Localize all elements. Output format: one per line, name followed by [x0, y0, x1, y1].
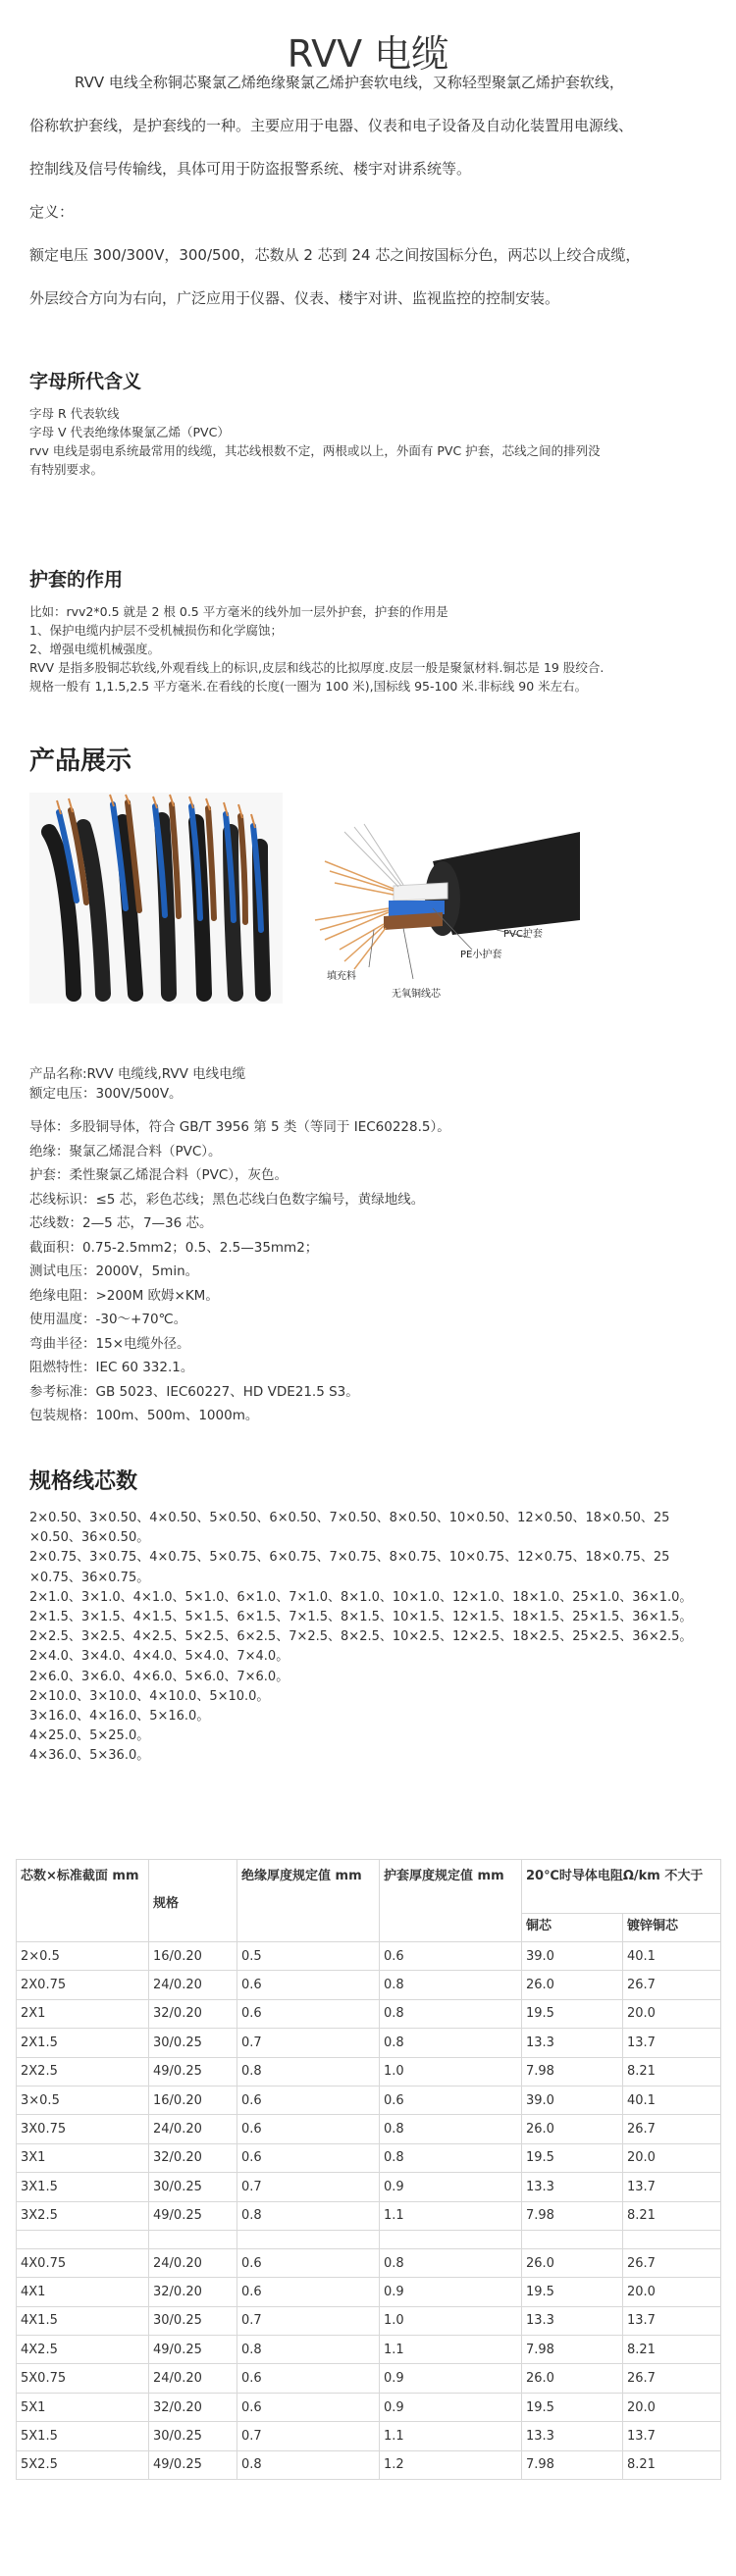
table-cell: 8.21: [623, 2057, 721, 2086]
spec-line: 芯线标识：≤5 芯，彩色芯线；黑色芯线白色数字编号，黄绿地线。: [29, 1191, 425, 1208]
table-cell: 39.0: [522, 1942, 623, 1971]
table-row: [17, 2115, 721, 2143]
table-cell: 5X1: [17, 2393, 149, 2421]
table-cell: 0.6: [237, 2143, 380, 2172]
table-cell: 49/0.25: [149, 2201, 237, 2230]
table-cell: [149, 2230, 237, 2248]
table-cell: 0.6: [237, 2364, 380, 2393]
table-cell: 20.0: [623, 2278, 721, 2306]
table-cell: 0.8: [237, 2201, 380, 2230]
spec-line: 使用温度：-30～+70℃。: [29, 1312, 187, 1327]
table-cell: 32/0.20: [149, 2143, 237, 2172]
table-cell: 1.2: [380, 2450, 522, 2479]
display-heading: 产品展示: [29, 747, 132, 776]
table-row: [17, 2143, 721, 2172]
table-cell: 4X0.75: [17, 2248, 149, 2277]
table-cell: [380, 2230, 522, 2248]
table-cell: 0.6: [237, 1971, 380, 1999]
table-cell: [623, 2230, 721, 2248]
spec-line: 额定电压：300V/500V。: [29, 1086, 183, 1102]
table-cell: 26.0: [522, 2115, 623, 2143]
table-cell: 0.6: [237, 2086, 380, 2114]
table-cell: 0.7: [237, 2173, 380, 2201]
cores-line: 4×36.0、5×36.0。: [29, 1748, 150, 1764]
spec-table: [16, 1859, 721, 2480]
table-cell: 8.21: [623, 2450, 721, 2479]
table-cell: 13.7: [623, 2306, 721, 2335]
table-cell: 7.98: [522, 2057, 623, 2086]
table-cell: 24/0.20: [149, 2115, 237, 2143]
cores-line: 2×10.0、3×10.0、4×10.0、5×10.0。: [29, 1688, 270, 1704]
table-row: [17, 1942, 721, 1971]
table-row: [17, 2057, 721, 2086]
table-cell: 49/0.25: [149, 2450, 237, 2479]
table-cell: 2X1: [17, 1999, 149, 2028]
table-cell: 0.8: [237, 2057, 380, 2086]
table-gap-row: [17, 2230, 721, 2248]
table-cell: 19.5: [522, 1999, 623, 2028]
cores-line: 2×4.0、3×4.0、4×4.0、5×4.0、7×4.0。: [29, 1649, 289, 1665]
header-copper: 铜芯: [522, 1914, 623, 1942]
letters-line: 字母 R 代表软线: [29, 406, 120, 421]
table-cell: 26.7: [623, 1971, 721, 1999]
letters-line: rvv 电线是弱电系统最常用的线缆，其芯线根数不定，两根或以上，外面有 PVC 护套，芯线之间的排列没: [29, 443, 601, 458]
table-cell: 3X0.75: [17, 2115, 149, 2143]
spec-line: 包装规格：100m、500m、1000m。: [29, 1408, 259, 1423]
cores-line: 2×6.0、3×6.0、4×6.0、5×6.0、7×6.0。: [29, 1669, 289, 1684]
cores-line: ×0.50、36×0.50。: [29, 1530, 150, 1546]
letters-heading: 字母所代含义: [29, 371, 142, 392]
table-cell: 2×0.5: [17, 1942, 149, 1971]
table-cell: 30/0.25: [149, 2173, 237, 2201]
table-cell: 5X2.5: [17, 2450, 149, 2479]
table-cell: 1.1: [380, 2422, 522, 2450]
table-cell: 30/0.25: [149, 2306, 237, 2335]
table-row: [17, 2393, 721, 2421]
table-cell: 1.1: [380, 2336, 522, 2364]
table-cell: 32/0.20: [149, 2393, 237, 2421]
table-cell: 19.5: [522, 2393, 623, 2421]
table-row: [17, 2248, 721, 2277]
table-cell: 26.0: [522, 2248, 623, 2277]
table-cell: 13.7: [623, 2422, 721, 2450]
table-cell: 8.21: [623, 2201, 721, 2230]
header-tinned: 镀锌铜芯: [623, 1914, 721, 1942]
sheath-line: RVV 是指多股铜芯软线,外观看线上的标识,皮层和线芯的比拟厚度.皮层一般是聚氯材料.铜芯是 19 股绞合.: [29, 660, 605, 675]
table-cell: 0.6: [237, 2115, 380, 2143]
table-cell: 0.6: [237, 2278, 380, 2306]
table-cell: 1.0: [380, 2306, 522, 2335]
table-cell: [522, 2230, 623, 2248]
cores-line: 2×1.0、3×1.0、4×1.0、5×1.0、6×1.0、7×1.0、8×1.0、10×1.0、12×1.0、18×1.0、25×1.0、36×1.0。: [29, 1589, 693, 1605]
intro-line: 控制线及信号传输线，具体可用于防盗报警系统、楼宇对讲系统等。: [29, 160, 472, 178]
table-cell: 4X1.5: [17, 2306, 149, 2335]
table-cell: 0.6: [237, 2248, 380, 2277]
letters-text: [29, 404, 716, 479]
table-row: [17, 1999, 721, 2028]
table-row: [17, 2306, 721, 2335]
table-cell: 26.7: [623, 2364, 721, 2393]
table-cell: [237, 2230, 380, 2248]
table-cell: 5X1.5: [17, 2422, 149, 2450]
table-cell: 13.3: [522, 2306, 623, 2335]
table-row: [17, 2336, 721, 2364]
spec-line: 产品名称:RVV 电缆线,RVV 电线电缆: [29, 1066, 246, 1082]
table-cell: 0.8: [237, 2336, 380, 2364]
table-cell: 30/0.25: [149, 2422, 237, 2450]
cable-structure-diagram: [286, 793, 580, 1004]
cores-list: [29, 1509, 716, 1767]
table-cell: 0.9: [380, 2393, 522, 2421]
cores-line: 4×25.0、5×25.0。: [29, 1728, 150, 1744]
spec-line: 阻燃特性：IEC 60 332.1。: [29, 1360, 194, 1375]
intro-line: RVV 电线全称铜芯聚氯乙烯绝缘聚氯乙烯护套软电线，又称轻型聚氯乙烯护套软线，: [75, 74, 624, 91]
table-cell: 1.0: [380, 2057, 522, 2086]
table-cell: 2X2.5: [17, 2057, 149, 2086]
table-cell: 0.8: [380, 2143, 522, 2172]
sheath-text: [29, 602, 716, 696]
table-cell: 30/0.25: [149, 2029, 237, 2057]
sheath-line: 1、保护电缆内护层不受机械损伤和化学腐蚀；: [29, 623, 283, 638]
table-cell: 24/0.20: [149, 1971, 237, 1999]
table-cell: 3X2.5: [17, 2201, 149, 2230]
table-cell: 2X1.5: [17, 2029, 149, 2057]
table-cell: 0.8: [380, 2248, 522, 2277]
cores-line: 3×16.0、4×16.0、5×16.0。: [29, 1709, 210, 1725]
table-cell: 19.5: [522, 2278, 623, 2306]
spec-list: [29, 1064, 716, 1428]
intro-line: 额定电压 300/300V，300/500，芯数从 2 芯到 24 芯之间按国标分色，两芯以上绞合成缆，: [29, 246, 641, 264]
table-cell: 24/0.20: [149, 2248, 237, 2277]
cores-heading: 规格线芯数: [29, 1469, 138, 1494]
table-cell: 7.98: [522, 2336, 623, 2364]
spec-line: 测试电压：2000V，5min。: [29, 1263, 199, 1279]
cores-line: 2×0.75、3×0.75、4×0.75、5×0.75、6×0.75、7×0.75、8×0.75、10×0.75、12×0.75、18×0.75、25: [29, 1550, 670, 1566]
cores-line: 2×1.5、3×1.5、4×1.5、5×1.5、6×1.5、7×1.5、8×1.5、10×1.5、12×1.5、18×1.5、25×1.5、36×1.5。: [29, 1610, 693, 1625]
table-cell: 2X0.75: [17, 1971, 149, 1999]
table-row: [17, 2364, 721, 2393]
pvc-label: PVC护套: [503, 929, 543, 940]
spec-line: 参考标准：GB 5023、IEC60227、HD VDE21.5 S3。: [29, 1383, 359, 1400]
spec-line: 绝缘：聚氯乙烯混合料（PVC）。: [29, 1143, 222, 1159]
spec-line: 截面积：0.75-2.5mm2；0.5、2.5—35mm2；: [29, 1239, 319, 1256]
table-cell: 0.9: [380, 2364, 522, 2393]
letters-line: 有特别要求。: [29, 462, 104, 477]
table-cell: 49/0.25: [149, 2336, 237, 2364]
letters-line: 字母 V 代表绝缘体聚氯乙烯（PVC）: [29, 425, 230, 439]
table-cell: 5X0.75: [17, 2364, 149, 2393]
table-cell: 26.7: [623, 2248, 721, 2277]
table-cell: 16/0.20: [149, 1942, 237, 1971]
table-cell: 24/0.20: [149, 2364, 237, 2393]
page-title: RVV 电缆: [287, 32, 449, 77]
table-cell: 26.7: [623, 2115, 721, 2143]
cable-bundle-photo: [29, 793, 283, 1004]
sheath-line: 比如：rvv2*0.5 就是 2 根 0.5 平方毫米的线外加一层外护套，护套的作用是: [29, 604, 448, 619]
table-cell: 49/0.25: [149, 2057, 237, 2086]
table-cell: 3X1: [17, 2143, 149, 2172]
table-cell: 0.8: [380, 1999, 522, 2028]
sheath-heading: 护套的作用: [29, 569, 124, 591]
table-cell: 0.5: [237, 1942, 380, 1971]
table-cell: 39.0: [522, 2086, 623, 2114]
table-cell: 0.6: [380, 2086, 522, 2114]
sheath-line: 2、增强电缆机械强度。: [29, 642, 160, 656]
table-row: [17, 2450, 721, 2479]
header-sheath: 护套厚度规定值 mm: [380, 1860, 522, 1942]
table-cell: 3X1.5: [17, 2173, 149, 2201]
cores-line: 2×2.5、3×2.5、4×2.5、5×2.5、6×2.5、7×2.5、8×2.5、10×2.5、12×2.5、18×2.5、25×2.5、36×2.5。: [29, 1629, 693, 1645]
header-spec: 规格: [149, 1860, 237, 1942]
header-resistance: 20℃时导体电阻Ω/km 不大于: [522, 1860, 721, 1914]
table-cell: 0.9: [380, 2173, 522, 2201]
table-cell: 20.0: [623, 1999, 721, 2028]
intro-line: 外层绞合方向为右向，广泛应用于仪器、仪表、楼宇对讲、监视监控的控制安装。: [29, 289, 560, 307]
table-cell: 1.1: [380, 2201, 522, 2230]
table-body: [17, 1942, 721, 2480]
table-cell: 0.8: [380, 2115, 522, 2143]
table-cell: 0.7: [237, 2422, 380, 2450]
table-cell: 13.3: [522, 2173, 623, 2201]
table-cell: 13.7: [623, 2173, 721, 2201]
table-cell: 16/0.20: [149, 2086, 237, 2114]
table-cell: 0.7: [237, 2306, 380, 2335]
table-cell: 26.0: [522, 1971, 623, 1999]
table-cell: 0.6: [380, 1942, 522, 1971]
spec-line: 护套：柔性聚氯乙烯混合料（PVC），灰色。: [29, 1167, 289, 1183]
table-cell: 13.7: [623, 2029, 721, 2057]
table-cell: 0.7: [237, 2029, 380, 2057]
cable-structure-illustration: [286, 793, 580, 1004]
table-cell: 19.5: [522, 2143, 623, 2172]
table-row: [17, 2422, 721, 2450]
intro-text: [29, 61, 716, 320]
pe-label: PE小护套: [460, 950, 502, 960]
table-cell: 32/0.20: [149, 2278, 237, 2306]
table-cell: [17, 2230, 149, 2248]
copper-label: 无氧铜线芯: [392, 989, 441, 1000]
table-row: [17, 2173, 721, 2201]
table-cell: 0.8: [380, 2029, 522, 2057]
cores-line: ×0.75、36×0.75。: [29, 1570, 150, 1585]
table-cell: 40.1: [623, 1942, 721, 1971]
table-cell: 20.0: [623, 2393, 721, 2421]
table-cell: 4X2.5: [17, 2336, 149, 2364]
sheath-line: 规格一般有 1,1.5,2.5 平方毫米.在看线的长度(一圈为 100 米),国标线 95-100 米.非标线 90 米左右。: [29, 679, 588, 694]
table-cell: 0.6: [237, 2393, 380, 2421]
table-cell: 13.3: [522, 2422, 623, 2450]
header-insulation: 绝缘厚度规定值 mm: [237, 1860, 380, 1942]
table-cell: 4X1: [17, 2278, 149, 2306]
table-cell: 26.0: [522, 2364, 623, 2393]
table-cell: 3×0.5: [17, 2086, 149, 2114]
table-cell: 40.1: [623, 2086, 721, 2114]
spec-line: 芯线数：2—5 芯，7—36 芯。: [29, 1215, 213, 1231]
intro-line: 俗称软护套线，是护套线的一种。主要应用于电器、仪表和电子设备及自动化装置用电源线、: [29, 117, 634, 134]
table-cell: 7.98: [522, 2450, 623, 2479]
spec-line: 绝缘电阻：>200M 欧姆×KM。: [29, 1287, 219, 1304]
intro-line: 定义：: [29, 203, 75, 221]
table-row: [17, 2201, 721, 2230]
header-section: 芯数×标准截面 mm: [17, 1860, 149, 1942]
table-row: [17, 2278, 721, 2306]
table-cell: 0.8: [380, 1971, 522, 1999]
table-cell: 0.6: [237, 1999, 380, 2028]
cable-bundle-illustration: [29, 793, 283, 1004]
table-row: [17, 1971, 721, 1999]
table-cell: 32/0.20: [149, 1999, 237, 2028]
table-cell: 13.3: [522, 2029, 623, 2057]
table-cell: 8.21: [623, 2336, 721, 2364]
table-cell: 0.9: [380, 2278, 522, 2306]
filler-label: 填充料: [327, 971, 356, 982]
cores-line: 2×0.50、3×0.50、4×0.50、5×0.50、6×0.50、7×0.50、8×0.50、10×0.50、12×0.50、18×0.50、25: [29, 1511, 670, 1525]
spec-line: 导体：多股铜导体，符合 GB/T 3956 第 5 类（等同于 IEC60228.5）。: [29, 1119, 450, 1135]
spec-line: 弯曲半径：15×电缆外径。: [29, 1335, 190, 1352]
table-row: [17, 2029, 721, 2057]
table-row: [17, 2086, 721, 2114]
table-cell: 0.8: [237, 2450, 380, 2479]
table-cell: 7.98: [522, 2201, 623, 2230]
table-cell: 20.0: [623, 2143, 721, 2172]
